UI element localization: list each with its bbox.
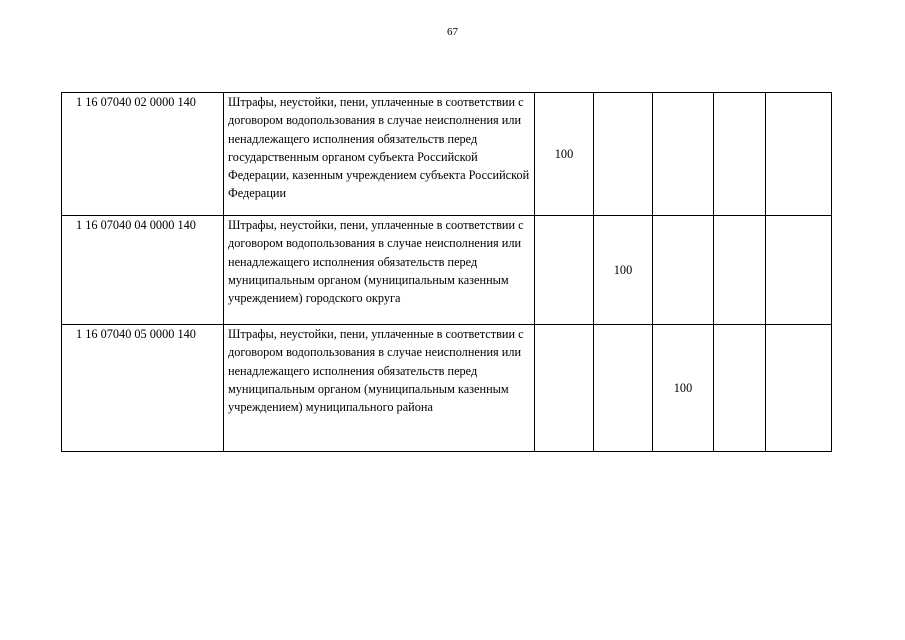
revenue-distribution-table (61, 92, 832, 452)
revenue-code-cell: 1 16 07040 02 0000 140 (62, 93, 224, 216)
budget-share-cell-3 (653, 216, 714, 325)
budget-share-cell-5 (766, 216, 832, 325)
budget-share-cell-1: 100 (535, 93, 594, 216)
table-row (62, 216, 832, 325)
revenue-code-cell: 1 16 07040 04 0000 140 (62, 216, 224, 325)
revenue-description-cell: Штрафы, неустойки, пени, уплаченные в соответствии с договором водопользования в случае неисполнения или ненадлежащего исполнения обязательств перед муниципальным органом (муниципальным казенным учреждением) муниципального района (224, 325, 535, 452)
budget-share-cell-4 (714, 216, 766, 325)
budget-share-cell-4 (714, 325, 766, 452)
budget-share-cell-2 (594, 325, 653, 452)
budget-share-cell-3: 100 (653, 325, 714, 452)
budget-share-cell-5 (766, 93, 832, 216)
budget-share-cell-5 (766, 325, 832, 452)
table-row (62, 93, 832, 216)
revenue-description-cell: Штрафы, неустойки, пени, уплаченные в соответствии с договором водопользования в случае неисполнения или ненадлежащего исполнения обязательств перед муниципальным органом (муниципальным казенным учреждением) городского округа (224, 216, 535, 325)
budget-share-cell-2 (594, 93, 653, 216)
budget-share-cell-2: 100 (594, 216, 653, 325)
budget-share-cell-3 (653, 93, 714, 216)
budget-share-cell-4 (714, 93, 766, 216)
table-row (62, 325, 832, 452)
page-number: 67 (447, 26, 458, 38)
revenue-description-cell: Штрафы, неустойки, пени, уплаченные в соответствии с договором водопользования в случае неисполнения или ненадлежащего исполнения обязательств перед государственным органом субъекта Российской Федерации, казенным учреждением субъекта Российской Федерации (224, 93, 535, 216)
budget-share-cell-1 (535, 216, 594, 325)
budget-share-cell-1 (535, 325, 594, 452)
revenue-code-cell: 1 16 07040 05 0000 140 (62, 325, 224, 452)
